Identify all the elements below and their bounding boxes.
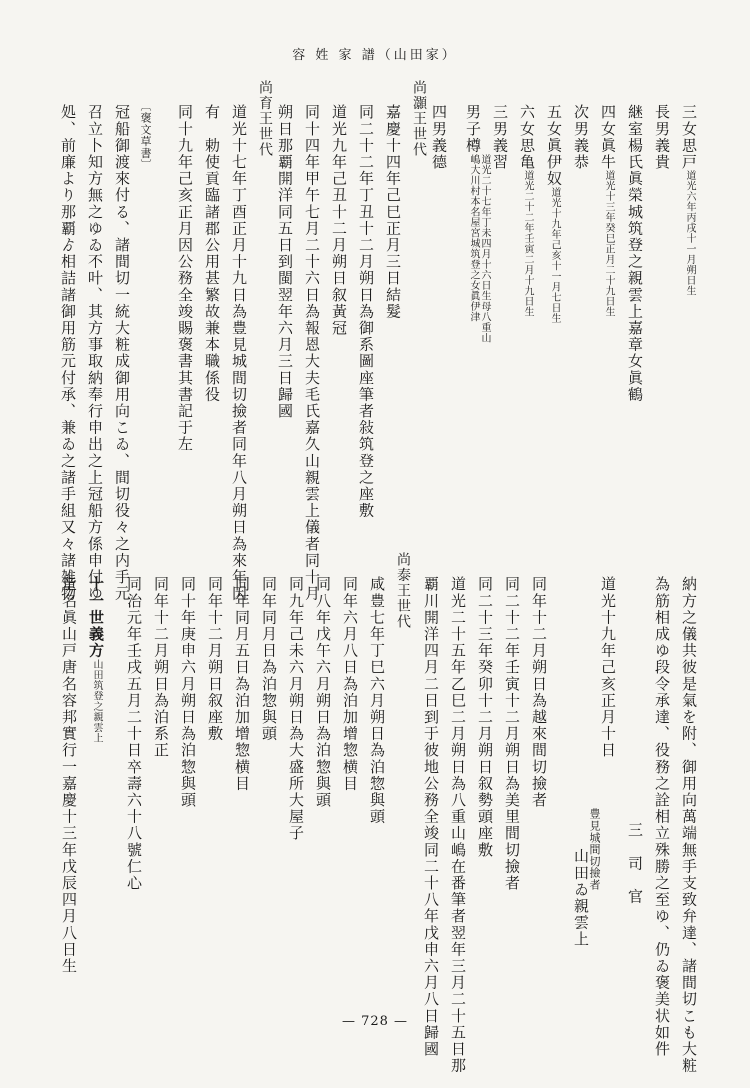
upper-column	[654, 104, 669, 170]
reign-heading: 尚泰王世代	[395, 552, 411, 630]
record-line: 同八年戊午六月朔日為泊惣與頭	[314, 576, 332, 809]
record-line: 同二十二年壬寅十二月朔日為美里間切撿者	[503, 576, 521, 892]
record-line: 同年六月八日為泊加增惣横目	[341, 576, 359, 792]
entry-name: 長男義貴	[653, 104, 671, 171]
upper-column	[492, 104, 507, 170]
record-line: 同九年己未六月朔日為大盛所大屋子	[287, 576, 305, 842]
record-line: 同年十二月朔日叙座敷	[206, 576, 224, 742]
entry-note: 道光二十七年丁未四月十六日生母八重山嶋大川村本名屋宮城筑登之女眞伊津	[468, 153, 490, 343]
record-line: 同年十二月朔日為越來間切撿者	[530, 576, 548, 809]
record-line: 咸豊七年丁巳六月朔日為泊惣與頭	[368, 576, 386, 825]
record-line: 同二十三年癸卯十二月朔日叙勢頭座敷	[476, 576, 494, 859]
record-line: 同年十二月朔日為泊系正	[152, 576, 170, 759]
reign-heading: 尚育王世代	[257, 80, 273, 158]
recipient-name: 山田ゐ親雲上	[572, 848, 590, 948]
entry-name: 男子樽	[464, 104, 482, 154]
letter-signatory-office: 三 司 官	[626, 822, 644, 905]
upper-column	[519, 104, 534, 317]
entry-note: 道光十三年癸巳正月二十九日生	[603, 170, 614, 318]
note-line: 冠船御渡來付る、諸間切一統大粧成御用向こゐ、間切役々之内手元	[113, 104, 131, 602]
entry-name: 次男義恭	[572, 104, 590, 171]
record-line: 同年同月日為泊惣與頭	[260, 576, 278, 742]
generation-title	[88, 576, 103, 743]
generation-heading: 十一世義方	[87, 576, 105, 659]
entry-name: 三男義習	[491, 104, 509, 171]
record-line: 同十四年甲午七月二十六日為報恩大夫毛氏嘉久山親雲上儀者同十月	[303, 104, 321, 602]
record-line: 道光十七年丁酉正月十九日為豊見城間切撿者同年八月朔日為來年因	[230, 104, 248, 602]
record-line: 同十九年己亥正月因公務全竣賜褒書其書記于左	[176, 104, 194, 453]
upper-column	[681, 104, 696, 296]
record-line: 同十年庚申六月朔日為泊惣與頭	[179, 576, 197, 809]
upper-column	[431, 104, 446, 170]
upper-column	[627, 104, 642, 403]
letter-line: 為筋相成ゆ段令承達、役務之詮相立殊勝之至ゆ、仍ゐ褒美状如件	[653, 576, 671, 1058]
page-header-title: 容 姓 家 譜（山田家）	[292, 48, 458, 63]
page-number: — 728 —	[341, 1014, 409, 1029]
upper-column	[573, 104, 588, 170]
entry-note: 道光六年丙戌十一月朔日生	[684, 170, 695, 297]
record-line: 同二十二年丁丑十二月朔日為御系圖座筆者敍筑登之座敷	[357, 104, 375, 519]
upper-column	[546, 104, 561, 324]
upper-column	[464, 104, 490, 343]
entry-name: 四男義德	[430, 104, 448, 171]
entry-name: 五女眞伊奴	[545, 104, 563, 187]
note-label: 〔褒文草書〕	[139, 100, 152, 171]
upper-column	[600, 104, 615, 317]
record-line: 同年同月五日為泊加增惣横目	[233, 576, 251, 792]
record-line: 嘉慶十四年己巳正月三日結髮	[384, 104, 402, 320]
entry-name: 六女思亀	[518, 104, 536, 171]
entry-note: 道光二十二年壬寅二月十九日生	[522, 170, 533, 318]
recipient-title: 豊見城間切撿者	[588, 808, 601, 891]
record-line: 同治元年壬戌五月二十日卒壽六十八號仁心	[125, 576, 143, 892]
entry-name: 三女思戸	[680, 104, 698, 171]
note-line: 召立卜知方無之ゆゐ不叶、其方事取納奉行申出之上冠船方係申付ゆ	[86, 104, 104, 602]
note-line: 処、前廉より那覇ゟ相詰諸御用筋元付承、兼ゐ之諸手組又々諸雑物	[59, 104, 77, 602]
record-line: 道光九年己丑十二月朔日叙黃冠	[330, 104, 348, 337]
generation-line: 童名眞山戸唐名容邦實行一嘉慶十三年戊辰四月八日生	[60, 576, 78, 975]
entry-name: 継室楊氏眞榮城筑登之親雲上嘉章女眞鶴	[626, 104, 644, 403]
entry-note: 道光十九年己亥十一月七日生	[549, 187, 560, 324]
generation-subtitle: 山田筑登之親雲上	[91, 659, 102, 743]
record-line: 道光二十五年乙巳二月朔日為八重山嶋在番筆者翌年三月二十五日那	[449, 576, 467, 1074]
record-line: 覇川開洋四月二日到于彼地公務全竣同二十八年戊申六月八日歸國	[422, 576, 440, 1058]
entry-name: 四女眞牛	[599, 104, 617, 171]
letter-date: 道光十九年己亥正月十日	[599, 576, 617, 759]
record-line: 有 勅使貢臨諸郡公用甚繁故兼本職係役	[203, 104, 221, 403]
letter-line: 納方之儀共彼是氣を附、御用向萬端無手支致弁達、諸間切こも大粧	[680, 576, 698, 1074]
reign-heading: 尚灝王世代	[411, 80, 427, 158]
record-line: 朔日那覇開洋同五日到閩翌年六月三日歸國	[276, 104, 294, 420]
